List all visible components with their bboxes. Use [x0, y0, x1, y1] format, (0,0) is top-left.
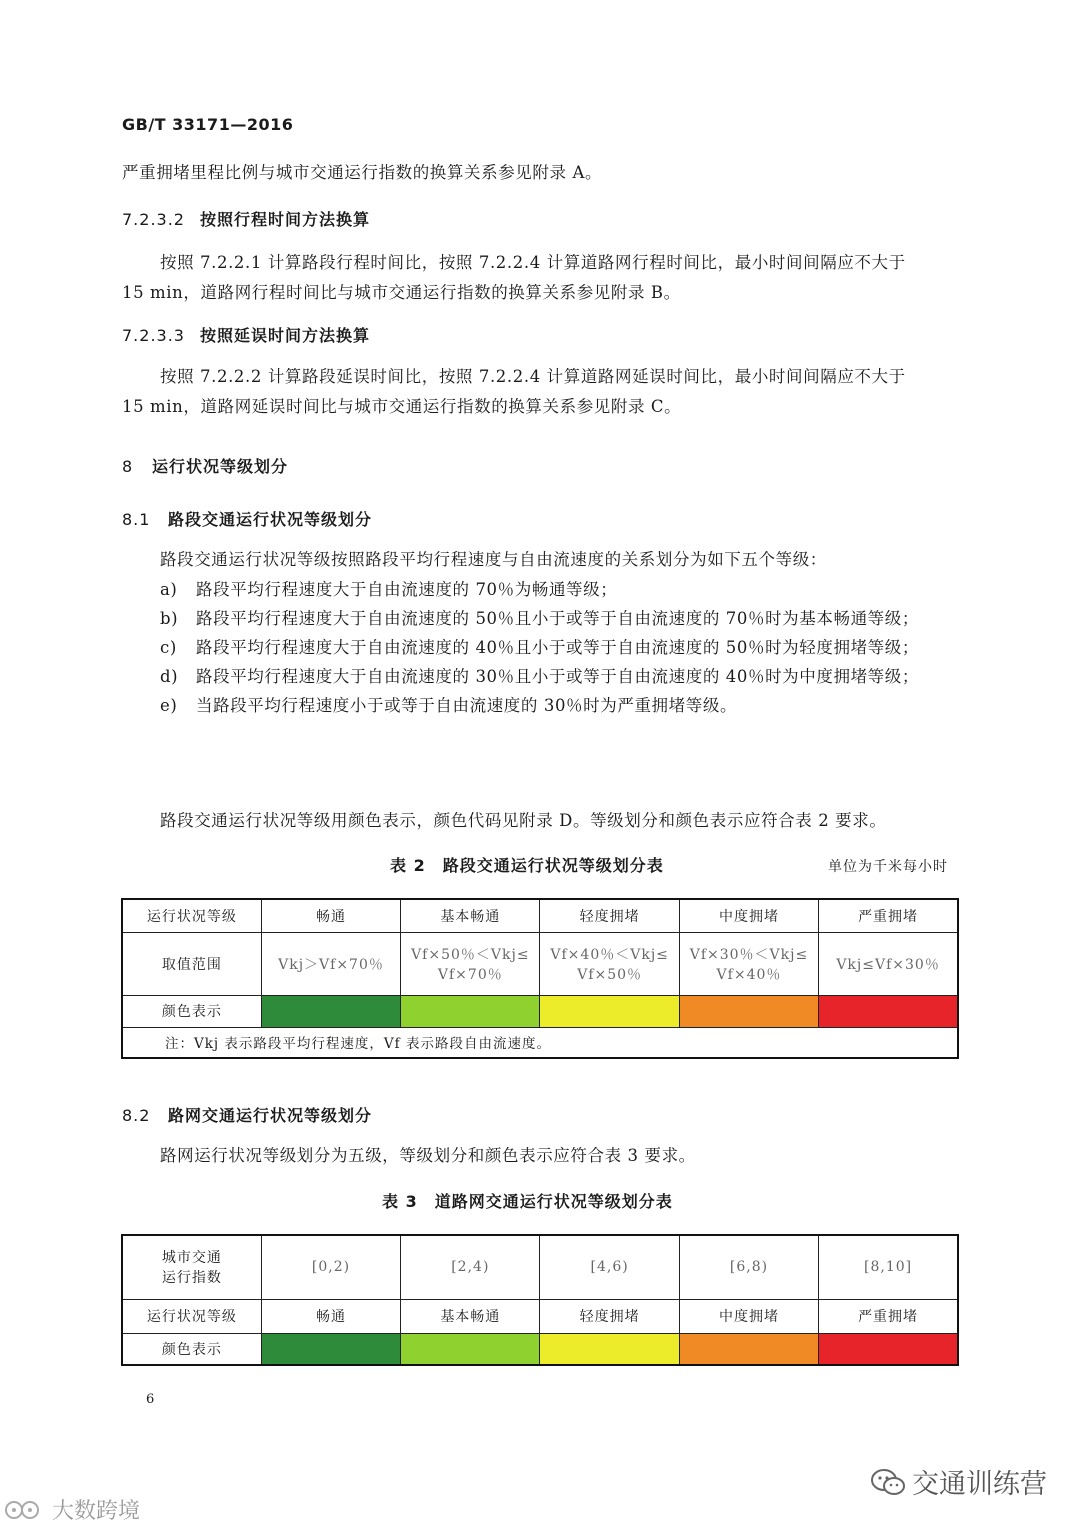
table-cell: 轻度拥堵 — [540, 899, 679, 932]
section-number: 7.2.3.2 — [122, 210, 185, 229]
table2-caption: 表 2 路段交通运行状况等级划分表 — [390, 856, 664, 875]
table-header-cell: 颜色表示 — [122, 995, 261, 1027]
table-cell: 畅通 — [261, 1299, 400, 1333]
section-7-2-3-3-line2: 15 min，道路网延误时间比与城市交通运行指数的换算关系参见附录 C。 — [122, 397, 682, 416]
section-7-2-3-3-line1: 按照 7.2.2.2 计算路段延误时间比，按照 7.2.2.4 计算道路网延误时间比，最小时间间隔应不大于 — [160, 367, 906, 386]
section-title: 按照行程时间方法换算 — [200, 210, 371, 229]
section-7-2-3-2-line1: 按照 7.2.2.1 计算路段行程时间比，按照 7.2.2.4 计算道路网行程时间比，最小时间间隔应不大于 — [160, 253, 906, 272]
table2-unit: 单位为千米每小时 — [828, 859, 948, 875]
range-line: Vf×40％ — [716, 966, 782, 983]
list-label: e) — [160, 696, 178, 715]
range-line: Vf×40％＜Vkj≤ — [550, 946, 669, 963]
range-line: Vf×50％＜Vkj≤ — [411, 946, 530, 963]
range-cell — [540, 932, 679, 995]
color-swatch — [401, 995, 540, 1027]
section-title: 运行状况等级划分 — [152, 457, 289, 476]
section-7-2-3-3-heading — [122, 323, 370, 346]
section-number: 8.2 — [122, 1106, 151, 1125]
list-text: 当路段平均行程速度小于或等于自由流速度的 30％时为严重拥堵等级。 — [196, 696, 738, 715]
list-label: d) — [160, 667, 179, 686]
watermark-logo-icon — [4, 1498, 48, 1522]
table-cell: [4,6) — [540, 1235, 679, 1299]
watermark-right — [870, 1462, 1047, 1501]
range-line: Vf×30％＜Vkj≤ — [689, 946, 809, 963]
range-line: Vf×70％ — [437, 966, 503, 983]
range-cell — [401, 932, 540, 995]
standard-code: GB/T 33171—2016 — [122, 115, 294, 134]
watermark-left — [4, 1494, 140, 1525]
table-header-cell: 颜色表示 — [122, 1333, 261, 1365]
range-line: Vkj≤Vf×30％ — [836, 956, 940, 973]
section-7-2-3-2-heading — [122, 207, 370, 230]
table-cell: 严重拥堵 — [819, 899, 958, 932]
table-cell: [0,2) — [261, 1235, 400, 1299]
table-cell: 基本畅通 — [401, 1299, 540, 1333]
color-swatch — [401, 1333, 540, 1365]
table-cell: [8,10] — [819, 1235, 958, 1299]
color-swatch — [540, 995, 679, 1027]
table3 — [121, 1234, 959, 1366]
table-cell: 中度拥堵 — [679, 899, 818, 932]
section-title: 路网交通运行状况等级划分 — [168, 1106, 373, 1125]
table-header-cell: 运行状况等级 — [122, 899, 261, 932]
list-label: b) — [160, 609, 179, 628]
intro-line: 严重拥堵里程比例与城市交通运行指数的换算关系参见附录 A。 — [122, 163, 603, 182]
header-line: 运行指数 — [161, 1270, 222, 1287]
color-swatch — [679, 1333, 818, 1365]
range-cell — [819, 932, 958, 995]
section-8-2-lead: 路网运行状况等级划分为五级，等级划分和颜色表示应符合表 3 要求。 — [160, 1146, 696, 1165]
table2 — [121, 898, 959, 1059]
table-header-cell — [122, 1235, 261, 1299]
list-label: c) — [160, 638, 177, 657]
color-swatch — [819, 995, 958, 1027]
range-cell — [679, 932, 818, 995]
section-title: 路段交通运行状况等级划分 — [168, 510, 373, 529]
section-7-2-3-2-line2: 15 min，道路网行程时间比与城市交通运行指数的换算关系参见附录 B。 — [122, 283, 681, 302]
range-cell — [261, 932, 400, 995]
list-text: 路段平均行程速度大于自由流速度的 50％且小于或等于自由流速度的 70％时为基本畅通等级； — [196, 609, 919, 628]
color-swatch — [679, 995, 818, 1027]
list-text: 路段平均行程速度大于自由流速度的 40％且小于或等于自由流速度的 50％时为轻度拥堵等级； — [196, 638, 919, 657]
section-title: 按照延误时间方法换算 — [200, 326, 371, 345]
watermark-left-text: 大数跨境 — [52, 1499, 141, 1524]
watermark-right-text: 交通训练营 — [912, 1469, 1047, 1500]
list-item — [160, 604, 960, 633]
table3-caption: 表 3 道路网交通运行状况等级划分表 — [382, 1192, 673, 1211]
section-number: 8 — [122, 457, 134, 476]
color-swatch — [540, 1333, 679, 1365]
color-swatch — [819, 1333, 958, 1365]
section-8-1-tail: 路段交通运行状况等级用颜色表示，颜色代码见附录 D。等级划分和颜色表示应符合表 2 要求。 — [160, 811, 887, 830]
section-8-1-lead: 路段交通运行状况等级按照路段平均行程速度与自由流速度的关系划分为如下五个等级： — [160, 550, 827, 569]
section-8-heading — [122, 454, 288, 477]
table-cell: [2,4) — [401, 1235, 540, 1299]
page-number: 6 — [146, 1392, 155, 1407]
list-item — [160, 575, 960, 604]
color-swatch — [261, 995, 400, 1027]
list-text: 路段平均行程速度大于自由流速度的 30％且小于或等于自由流速度的 40％时为中度拥堵等级； — [196, 667, 919, 686]
wechat-icon — [870, 1467, 906, 1497]
section-number: 7.2.3.3 — [122, 326, 185, 345]
table2-note: 注：Vkj 表示路段平均行程速度，Vf 表示路段自由流速度。 — [122, 1027, 958, 1058]
color-swatch — [261, 1333, 400, 1365]
list-label: a) — [160, 580, 178, 599]
table-cell: [6,8) — [679, 1235, 818, 1299]
list-item — [160, 633, 960, 662]
table-cell: 轻度拥堵 — [540, 1299, 679, 1333]
list-text: 路段平均行程速度大于自由流速度的 70％为畅通等级； — [196, 580, 618, 599]
table-header-cell: 取值范围 — [122, 932, 261, 995]
section-8-2-heading — [122, 1103, 372, 1126]
range-line: Vf×50％ — [577, 966, 643, 983]
table-cell: 畅通 — [261, 899, 400, 932]
list-item — [160, 691, 960, 720]
list-item — [160, 662, 960, 691]
section-8-1-heading — [122, 507, 372, 530]
level-list — [160, 575, 960, 720]
table-cell: 中度拥堵 — [679, 1299, 818, 1333]
header-line: 城市交通 — [161, 1250, 222, 1267]
table-cell: 基本畅通 — [401, 899, 540, 932]
range-line: Vkj＞Vf×70％ — [278, 956, 384, 973]
table-cell: 严重拥堵 — [819, 1299, 958, 1333]
section-number: 8.1 — [122, 510, 151, 529]
table-header-cell: 运行状况等级 — [122, 1299, 261, 1333]
